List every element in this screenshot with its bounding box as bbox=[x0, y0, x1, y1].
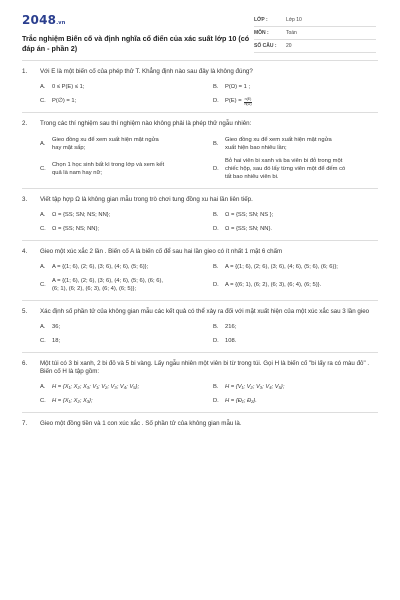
option-d[interactable] bbox=[213, 398, 378, 406]
option-text: Chọn 1 học sinh bất kì trong lớp và xem kết quả là nam hay nữ; bbox=[52, 162, 165, 177]
question bbox=[22, 240, 378, 300]
option-letter: A. bbox=[40, 323, 46, 330]
question-text: Viết tập hợp Ω là không gian mẫu trong trò chơi tung đồng xu hai lần liên tiếp. bbox=[40, 195, 253, 203]
meta-key: SỐ CÂU : bbox=[254, 42, 277, 49]
option-a[interactable] bbox=[40, 384, 205, 392]
option-b[interactable] bbox=[213, 264, 378, 272]
meta-table bbox=[254, 14, 376, 53]
meta-row-subject bbox=[254, 27, 376, 40]
option-letter: C. bbox=[40, 225, 46, 232]
question bbox=[22, 60, 378, 112]
option-c[interactable] bbox=[40, 158, 205, 181]
option-c[interactable] bbox=[40, 398, 205, 406]
option-letter: D. bbox=[213, 398, 219, 405]
meta-row-count bbox=[254, 40, 376, 53]
option-a[interactable] bbox=[40, 84, 205, 92]
meta-value: 20 bbox=[286, 42, 292, 49]
option-letter: C. bbox=[40, 166, 46, 173]
option-letter: B. bbox=[213, 384, 219, 391]
option-text: 18; bbox=[52, 337, 61, 344]
option-letter: C. bbox=[40, 281, 46, 288]
option-text: A = {(6; 1), (6; 2), (6; 3), (6; 4), (6; 5)}. bbox=[225, 281, 322, 288]
option-letter: D. bbox=[213, 337, 219, 344]
option-c[interactable] bbox=[40, 226, 205, 234]
option-text: Gieo đồng xu để xem xuất hiện mặt ngửa xuất hiện bao nhiêu lần; bbox=[225, 136, 332, 151]
option-text: Ω = {SS; SN; NN}. bbox=[225, 225, 273, 232]
option-letter: C. bbox=[40, 98, 46, 105]
option-letter: D. bbox=[213, 281, 219, 288]
meta-row-class bbox=[254, 14, 376, 27]
option-text: Ω = {SS; NS; NN}; bbox=[52, 225, 100, 232]
option-b[interactable] bbox=[213, 384, 378, 392]
option-c[interactable] bbox=[40, 98, 205, 106]
option-b[interactable] bbox=[213, 137, 378, 153]
option-text: 0 ≤ P(E) ≤ 1; bbox=[52, 84, 85, 91]
fraction bbox=[244, 98, 253, 106]
option-letter: B. bbox=[213, 84, 219, 91]
option-a[interactable] bbox=[40, 212, 205, 220]
fraction-numerator: n(E) bbox=[244, 97, 252, 102]
meta-key: LỚP : bbox=[254, 16, 268, 23]
option-letter: A. bbox=[40, 140, 46, 147]
option-letter: A. bbox=[40, 212, 46, 219]
option-a[interactable] bbox=[40, 137, 205, 153]
options bbox=[22, 384, 378, 406]
question-text: Với E là một biến cố của phép thử T. Khẳng định nào sau đây là không đúng? bbox=[40, 68, 253, 75]
question-number: 2. bbox=[22, 120, 28, 128]
option-text: 36; bbox=[52, 323, 61, 330]
option-b[interactable] bbox=[213, 212, 378, 220]
option-letter: A. bbox=[40, 84, 46, 91]
option-letter: B. bbox=[213, 323, 219, 330]
option-text: A = {(1; 6), (2; 6), (3; 6), (4; 6), (5; 6)}; bbox=[52, 264, 149, 271]
question bbox=[22, 352, 378, 412]
question-number: 1. bbox=[22, 68, 28, 75]
options bbox=[22, 324, 378, 346]
option-d[interactable] bbox=[213, 278, 378, 294]
option-letter: B. bbox=[213, 264, 219, 271]
question-number: 7. bbox=[22, 419, 28, 427]
question bbox=[22, 300, 378, 352]
option-letter: B. bbox=[213, 140, 219, 147]
option-text: Gieo đồng xu để xem xuất hiện mặt ngửa hay mặt sấp; bbox=[52, 136, 159, 151]
option-text: 216; bbox=[225, 323, 237, 330]
option-letter: C. bbox=[40, 398, 46, 405]
option-text: H = {X₁; X₂; X₃; V₁; V₂; V₃; V₄; V₅}; bbox=[52, 384, 140, 391]
option-text: P(E) = bbox=[225, 98, 242, 105]
question-text: Gieo một đồng tiền và 1 con xúc xắc . Số phần tử của không gian mẫu là. bbox=[40, 419, 242, 427]
option-letter: D. bbox=[213, 225, 219, 232]
meta-value: Lớp 10 bbox=[286, 16, 302, 23]
option-text: A = {(1; 6), (2; 6), (3; 6), (4; 6), (5; 6), (6; 6), (6; 1), (6; 2), (6; 3), (6; 4), (6; 5)}; bbox=[52, 277, 163, 292]
option-c[interactable] bbox=[40, 338, 205, 346]
logo-main: 2048 bbox=[22, 13, 57, 27]
options bbox=[22, 137, 378, 182]
option-text: H = {V₁; V₂; V₃; V₄; V₅}; bbox=[225, 384, 285, 391]
option-letter: D. bbox=[213, 98, 219, 105]
question-number: 6. bbox=[22, 359, 28, 367]
option-d[interactable] bbox=[213, 98, 378, 106]
option-a[interactable] bbox=[40, 324, 205, 332]
meta-key: MÔN : bbox=[254, 29, 269, 36]
meta-value: Toán bbox=[286, 29, 297, 36]
option-text: Ω = {SS; SN; NS; NN}; bbox=[52, 212, 111, 219]
option-text: H = {X₁; X₂; X₃}; bbox=[52, 398, 93, 405]
option-b[interactable] bbox=[213, 84, 378, 92]
option-d[interactable] bbox=[213, 338, 378, 346]
option-b[interactable] bbox=[213, 324, 378, 332]
option-letter: B. bbox=[213, 212, 219, 219]
fraction-denominator: n(Ω) bbox=[244, 101, 252, 106]
question-number: 3. bbox=[22, 195, 28, 203]
option-letter: D. bbox=[213, 166, 219, 173]
page-header bbox=[0, 0, 400, 60]
option-text: P(Ω) = 1 ; bbox=[225, 84, 251, 91]
option-letter: A. bbox=[40, 264, 46, 271]
option-text: 108. bbox=[225, 337, 237, 344]
question-text: Trong các thí nghiệm sau thí nghiệm nào không phải là phép thử ngẫu nhiên: bbox=[40, 120, 252, 128]
question bbox=[22, 112, 378, 187]
option-text: Bỏ hai viên bi xanh và ba viên bi đỏ trong một chiếc hộp, sau đó lấy từng viên một để đếm có tất bao nhiêu viên bi. bbox=[225, 158, 346, 180]
question bbox=[22, 412, 378, 434]
options bbox=[22, 84, 378, 106]
option-c[interactable] bbox=[40, 278, 205, 294]
option-d[interactable] bbox=[213, 158, 378, 181]
question-text: Một túi có 3 bi xanh, 2 bi đỏ và 5 bi vàng. Lấy ngẫu nhiên một viên bi từ trong túi. Gọi H là biến cố "bi lấy ra có màu đỏ" . Biến cố H là tập gồm: bbox=[40, 359, 370, 375]
question bbox=[22, 188, 378, 240]
options bbox=[22, 264, 378, 293]
option-text: Ω = {SS; SN; NS }; bbox=[225, 212, 274, 219]
options bbox=[22, 212, 378, 234]
question-number: 5. bbox=[22, 307, 28, 315]
logo-sub: .vn bbox=[56, 20, 66, 26]
option-text: P(∅) = 1; bbox=[52, 98, 77, 105]
option-text: H = {Đ₁; Đ₂}. bbox=[225, 398, 257, 405]
question-text: Xác định số phần tử của không gian mẫu các kết quả có thể xảy ra đối với mặt xuất hiện của một xúc xắc sau 3 lần gieo bbox=[40, 307, 370, 315]
question-text: Gieo một xúc xắc 2 lần . Biến cố A là biến cố để sau hai lần gieo có ít nhất 1 mặt 6 chấm bbox=[40, 247, 283, 255]
page-title: Trắc nghiệm Biến cố và định nghĩa cổ điển của xác suất lớp 10 (có đáp án - phần 2) bbox=[22, 34, 250, 53]
option-letter: C. bbox=[40, 337, 46, 344]
option-d[interactable] bbox=[213, 226, 378, 234]
question-number: 4. bbox=[22, 247, 28, 255]
option-letter: A. bbox=[40, 384, 46, 391]
option-a[interactable] bbox=[40, 264, 205, 272]
option-text: A = {(1; 6), (2; 6), (3; 6), (4; 6), (5; 6), (6; 6)}; bbox=[225, 264, 338, 271]
question-list bbox=[0, 60, 400, 434]
